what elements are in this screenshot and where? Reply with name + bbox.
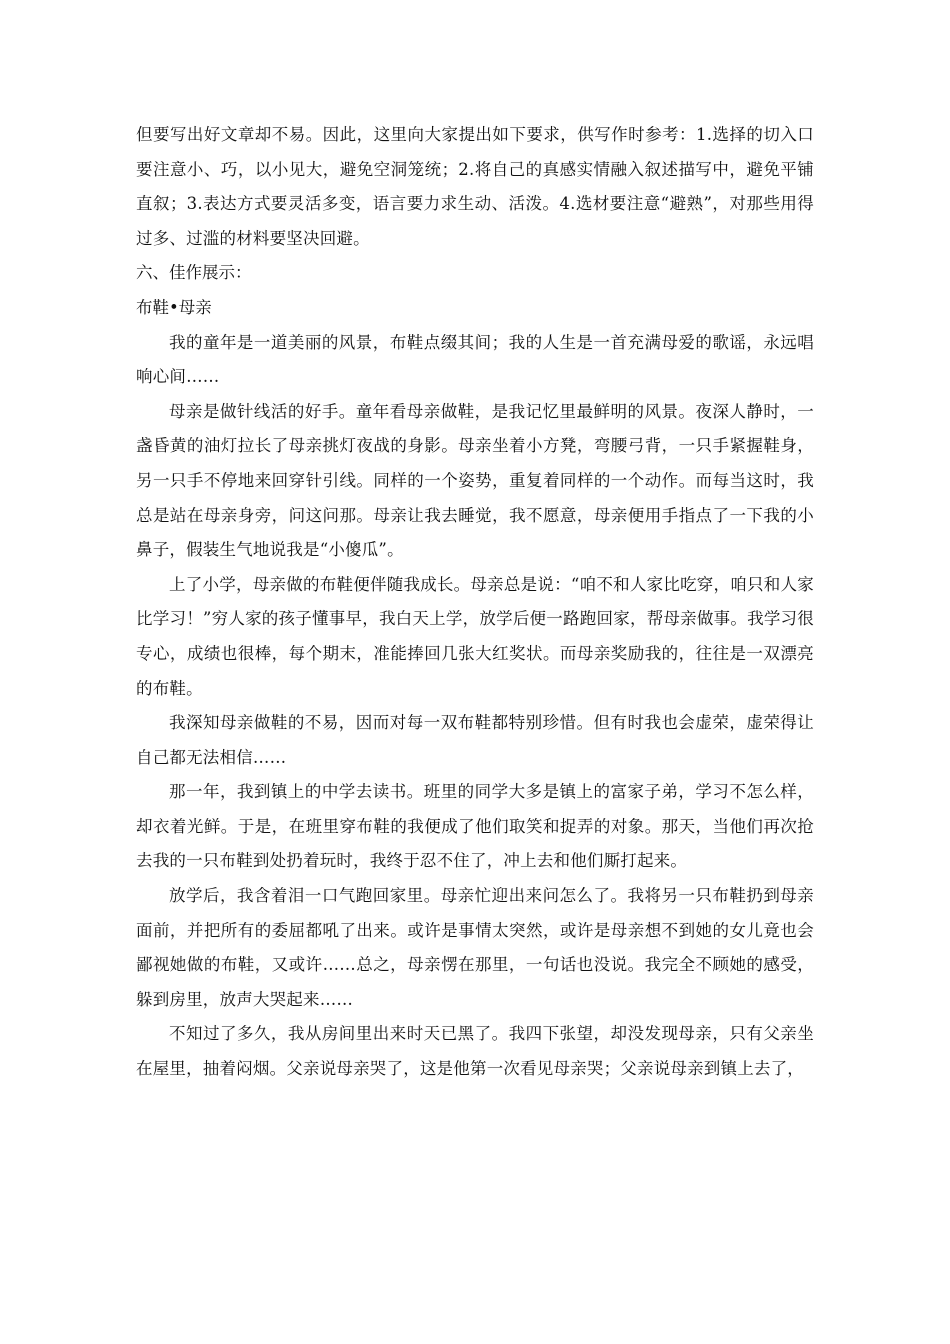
essay-paragraph: 我的童年是一道美丽的风景，布鞋点缀其间；我的人生是一首充满母爱的歌谣，永远唱响心间…… (136, 332, 814, 387)
essay-paragraph: 不知过了多久，我从房间里出来时天已黑了。我四下张望，却没发现母亲，只有父亲坐在屋里，抽着闷烟。父亲说母亲哭了，这是他第一次看见母亲哭；父亲说母亲到镇上去了， (136, 1024, 814, 1079)
essay-paragraph: 上了小学，母亲做的布鞋便伴随我成长。母亲总是说：“咱不和人家比吃穿，咱只和人家比学习！”穷人家的孩子懂事早，我白天上学，放学后便一路跑回家，帮母亲做事。我学习很专心，成绩也很棒，每个期末，准能捧回几张大红奖状。而母亲奖励我的，往往是一双漂亮的布鞋。 (136, 574, 814, 698)
essay-paragraph: 母亲是做针线活的好手。童年看母亲做鞋，是我记忆里最鲜明的风景。夜深人静时，一盏昏黄的油灯拉长了母亲挑灯夜战的身影。母亲坐着小方凳，弯腰弓背，一只手紧握鞋身，另一只手不停地来回穿针引线。同样的一个姿势，重复着同样的一个动作。而每当这时，我总是站在母亲身旁，问这问那。母亲让我去睡觉，我不愿意，母亲便用手指点了一下我的小鼻子，假装生气地说我是“小傻瓜”。 (136, 401, 814, 560)
essay-title: 布鞋•母亲 (136, 297, 212, 317)
intro-paragraph: 但要写出好文章却不易。因此，这里向大家提出如下要求，供写作时参考：1.选择的切入口要注意小、巧，以小见大，避免空洞笼统；2.将自己的真感实情融入叙述描写中，避免平铺直叙；3.表达方式要灵活多变，语言要力求生动、活泼。4.选材要注意“避熟”，对那些用得过多、过滥的材料要坚决回避。 (136, 125, 814, 248)
document-page (136, 118, 814, 1087)
essay-paragraph: 那一年，我到镇上的中学去读书。班里的同学大多是镇上的富家子弟，学习不怎么样，却衣着光鲜。于是，在班里穿布鞋的我便成了他们取笑和捉弄的对象。那天，当他们再次抢去我的一只布鞋到处扔着玩时，我终于忍不住了，冲上去和他们厮打起来。 (136, 782, 814, 871)
essay-paragraph: 放学后，我含着泪一口气跑回家里。母亲忙迎出来问怎么了。我将另一只布鞋扔到母亲面前，并把所有的委屈都吼了出来。或许是事情太突然，或许是母亲想不到她的女儿竟也会鄙视她做的布鞋，又或许……总之，母亲愣在那里，一句话也没说。我完全不顾她的感受，躲到房里，放声大哭起来…… (136, 886, 814, 1009)
section-heading: 六、佳作展示： (136, 263, 252, 283)
essay-paragraph: 我深知母亲做鞋的不易，因而对每一双布鞋都特别珍惜。但有时我也会虚荣，虚荣得让自己都无法相信…… (136, 713, 814, 767)
